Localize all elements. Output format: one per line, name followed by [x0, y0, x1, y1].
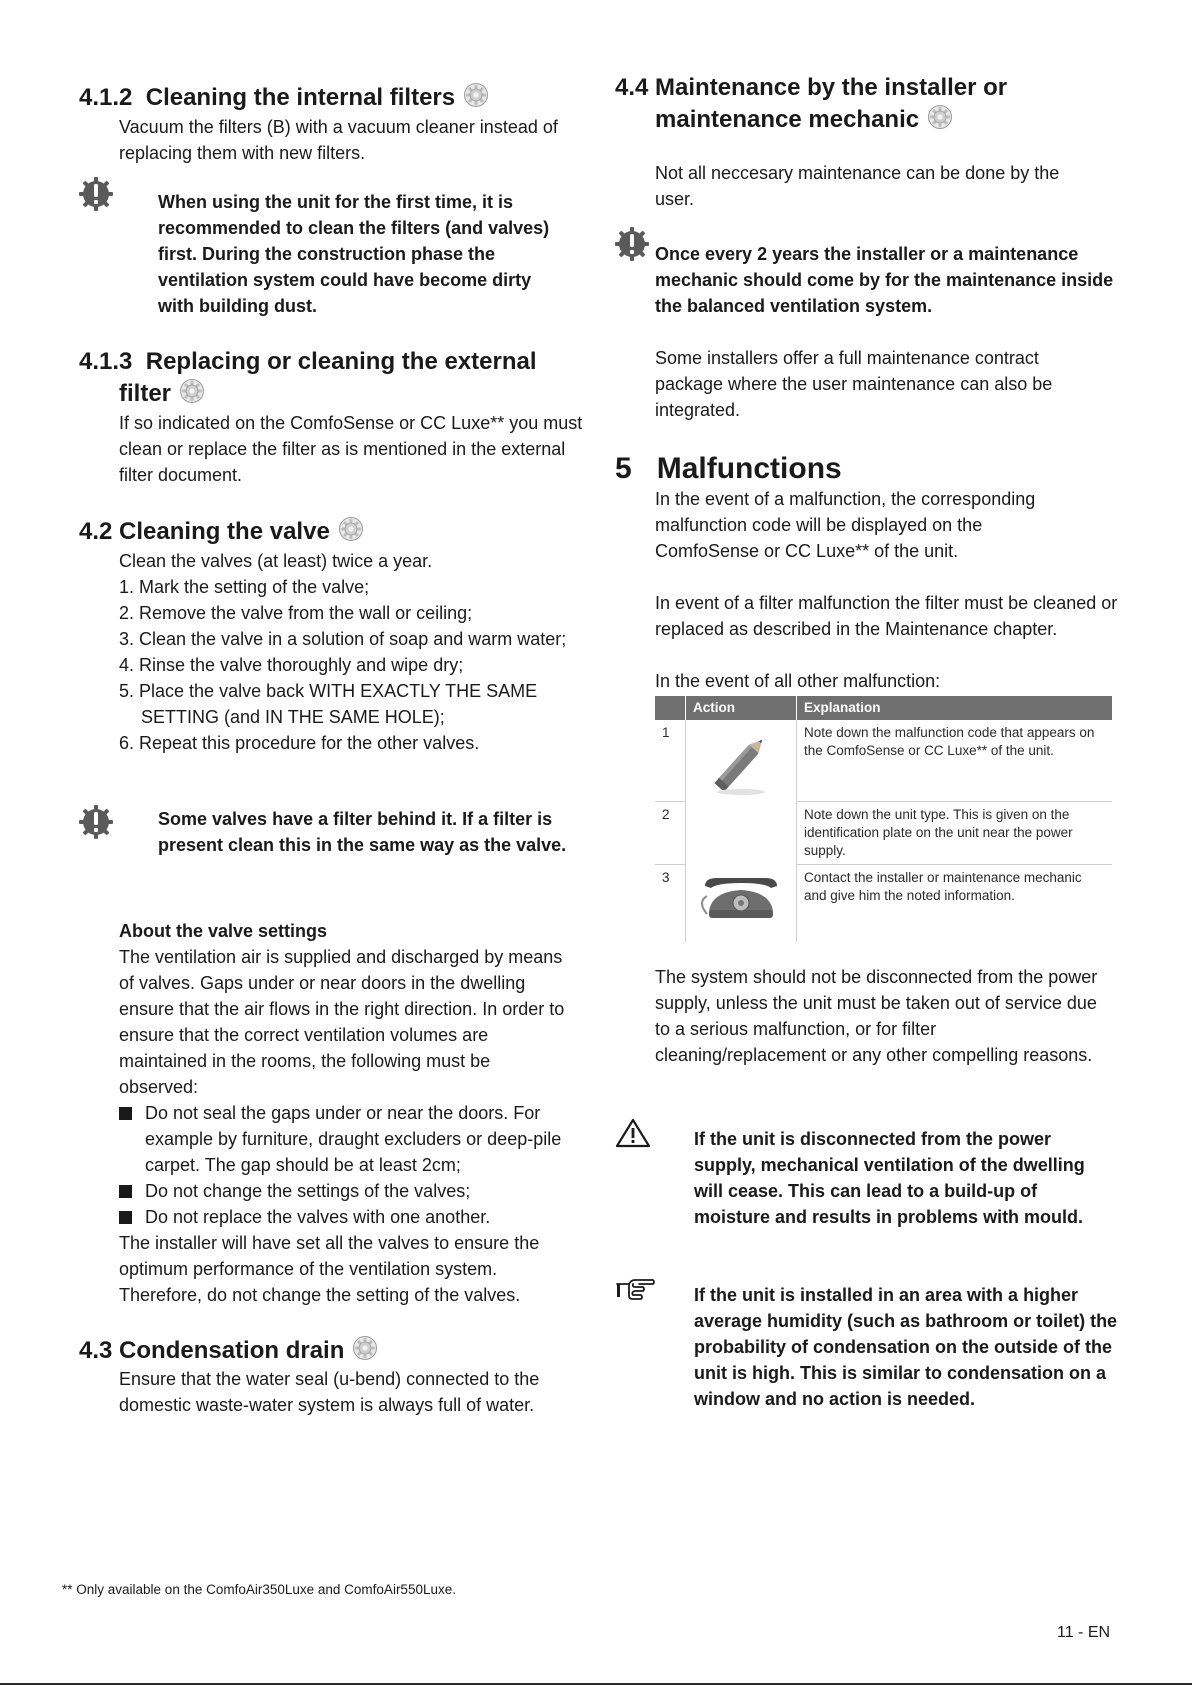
section-title: Replacing or cleaning the external — [145, 348, 537, 375]
section-number: 4.3 — [79, 1337, 113, 1364]
page-number: 11 - EN — [1057, 1624, 1111, 1641]
attention-icon — [615, 227, 649, 261]
section-number: 4.4 — [615, 74, 649, 101]
section-5 — [615, 451, 1135, 487]
list-item: 3. Clean the valve in a solution of soap and warm water; — [119, 629, 567, 649]
section-number: 5 — [615, 452, 632, 485]
warning-triangle-icon — [615, 1118, 651, 1148]
body-text: The ventilation air is supplied and discharged by means of valves. Gaps under or near doors in the dwelling ensure that the air flows in the right direction. In order to ensure that the correct ventilation volumes are maintained in the rooms, the following must be observed: — [119, 947, 565, 1097]
section-title: Cleaning the valve — [119, 518, 330, 545]
section-4-4 — [615, 72, 1135, 136]
list-item: Do not replace the valves with one another. — [119, 1204, 594, 1230]
cleaning-steps-list — [119, 574, 579, 756]
action-image-cell — [686, 720, 797, 864]
attention-icon — [79, 805, 113, 839]
section-number: 4.2 — [79, 518, 113, 545]
attention-icon — [79, 177, 113, 211]
section-heading — [79, 82, 599, 114]
subheading: About the valve settings — [119, 921, 328, 941]
section-heading — [615, 72, 1135, 104]
table-header-row — [655, 696, 1112, 720]
table-header: Explanation — [797, 696, 1113, 720]
section-heading — [79, 516, 599, 548]
row-number: 1 — [655, 720, 686, 801]
footnote: ** Only available on the ComfoAir350Luxe and ComfoAir550Luxe. — [62, 1582, 456, 1597]
table-row — [655, 864, 1112, 942]
section-title-cont: filter — [79, 378, 599, 410]
row-number: 2 — [655, 801, 686, 864]
section-title: Condensation drain — [119, 1337, 345, 1364]
action-image-cell — [686, 864, 797, 942]
explanation-cell: Note down the malfunction code that appears on the ComfoSense or CC Luxe** of the unit. — [797, 720, 1113, 801]
gear-icon — [338, 516, 364, 542]
gear-icon — [352, 1335, 378, 1361]
gear-icon — [463, 82, 489, 108]
list-item: 6. Repeat this procedure for the other valves. — [119, 733, 480, 753]
telephone-icon — [693, 868, 789, 928]
section-4-1-3 — [79, 346, 599, 410]
list-item: 2. Remove the valve from the wall or ceiling; — [119, 603, 473, 623]
table-row — [655, 720, 1112, 801]
bullet-square — [119, 1211, 132, 1224]
section-number: 4.1.2 — [79, 84, 133, 111]
body-text: In event of a filter malfunction the filter must be cleaned or replaced as described in the Maintenance chapter. — [655, 593, 1118, 639]
list-item: 5. Place the valve back WITH EXACTLY THE SAME SETTING (and IN THE SAME HOLE); — [119, 681, 538, 727]
section-heading — [79, 1335, 599, 1367]
attention-note: When using the unit for the first time, it is recommended to clean the filters (and valves) first. During the construction phase the ventilation system could have become dirty with building dust. — [158, 192, 550, 316]
bullet-square — [119, 1185, 132, 1198]
section-4-3 — [79, 1335, 599, 1367]
section-heading — [615, 451, 1135, 487]
list-item: Do not seal the gaps under or near the doors. For example by furniture, draught excluders or deep-pile carpet. The gap should be at least 2cm; — [119, 1100, 594, 1178]
body-text: The installer will have set all the valves to ensure the optimum performance of the ventilation system. Therefore, do not change the setting of the valves. — [119, 1233, 540, 1305]
gear-icon — [179, 378, 205, 404]
valve-settings-list — [119, 1100, 594, 1230]
section-heading — [79, 346, 599, 378]
body-text: In the event of all other malfunction: — [655, 671, 941, 691]
body-text: Some installers offer a full maintenance contract package where the user maintenance can also be integrated. — [655, 348, 1053, 420]
list-item: Do not change the settings of the valves; — [119, 1178, 594, 1204]
body-text: If so indicated on the ComfoSense or CC Luxe** you must clean or replace the filter as is mentioned in the external filter document. — [119, 413, 583, 485]
pointing-hand-icon — [615, 1276, 655, 1302]
warning-note: If the unit is disconnected from the power supply, mechanical ventilation of the dwelling will cease. This can lead to a build-up of moisture and results in problems with mould. — [694, 1129, 1085, 1227]
body-text: In the event of a malfunction, the corresponding malfunction code will be displayed on the ComfoSense or CC Luxe** of the unit. — [655, 489, 1036, 561]
body-text: Not all neccesary maintenance can be done by the user. — [655, 163, 1060, 209]
gear-icon — [927, 104, 953, 130]
row-number: 3 — [662, 869, 670, 885]
section-title: Maintenance by the installer or — [655, 74, 1008, 101]
section-number: 4.1.3 — [79, 348, 133, 375]
section-title-cont: maintenance mechanic — [615, 104, 1135, 136]
tip-note: If the unit is installed in an area with a higher average humidity (such as bathroom or toilet) the probability of condensation on the outside of the unit is high. This is similar to condensation on a window and no action is needed. — [694, 1285, 1118, 1409]
body-text: Clean the valves (at least) twice a year. — [119, 551, 433, 571]
bullet-square — [119, 1107, 132, 1120]
table-header: Action — [686, 696, 797, 720]
explanation-cell: Contact the installer or maintenance mechanic and give him the noted information. — [804, 869, 1082, 903]
explanation-cell: Note down the unit type. This is given on the identification plate on the unit near the power supply. — [797, 801, 1113, 864]
attention-note: Some valves have a filter behind it. If a filter is present clean this in the same way as the valve. — [158, 809, 567, 855]
section-title: Cleaning the internal filters — [145, 84, 456, 111]
body-text: Vacuum the filters (B) with a vacuum cleaner instead of replacing them with new filters. — [119, 117, 558, 163]
pencil-icon — [693, 724, 789, 802]
section-4-1-2 — [79, 82, 599, 114]
list-item: 4. Rinse the valve thoroughly and wipe dry; — [119, 655, 464, 675]
attention-note: Once every 2 years the installer or a maintenance mechanic should come by for the maintenance inside the balanced ventilation system. — [655, 244, 1114, 316]
section-4-2 — [79, 516, 599, 548]
section-title: Malfunctions — [656, 452, 842, 485]
body-text: The system should not be disconnected from the power supply, unless the unit must be taken out of service due to a serious malfunction, or for filter cleaning/replacement or any other compelling reasons. — [655, 967, 1098, 1065]
body-text: Ensure that the water seal (u-bend) connected to the domestic waste-water system is always full of water. — [119, 1369, 540, 1415]
list-item: 1. Mark the setting of the valve; — [119, 577, 370, 597]
malfunction-table — [655, 696, 1112, 942]
table-header — [655, 696, 686, 720]
